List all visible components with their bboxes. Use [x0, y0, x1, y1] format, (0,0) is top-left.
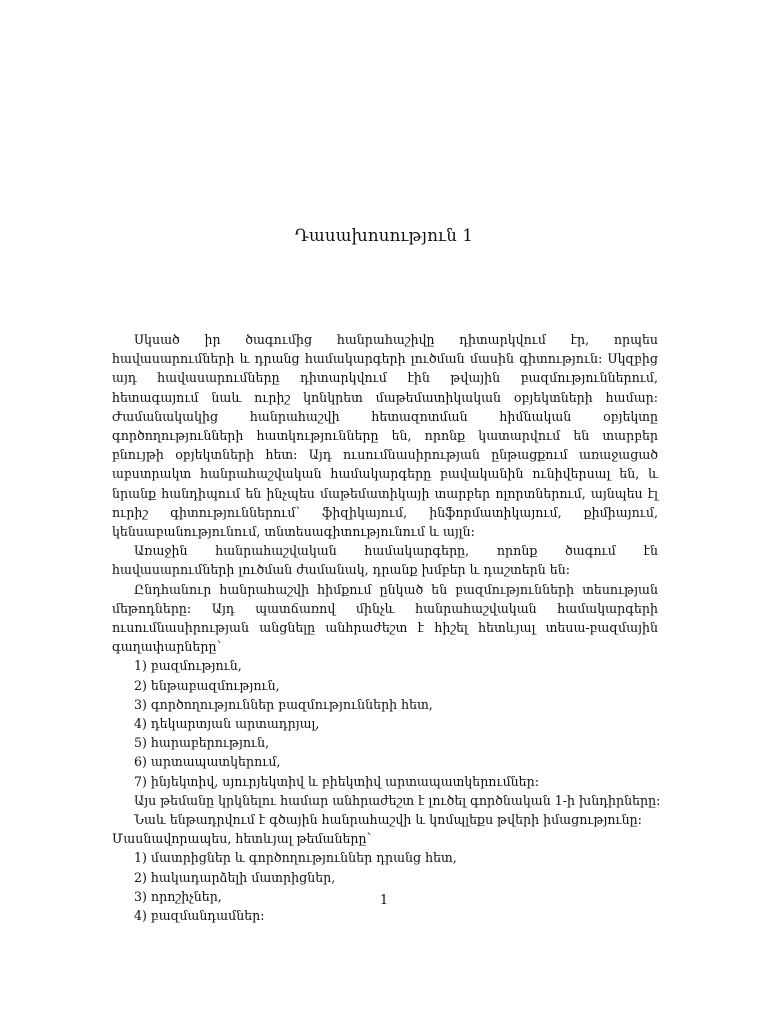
linear-algebra-note: Նաև ենթադրվում է գծային հանրահաշվի և կոմպլեքս թվերի իմացությունը:	[134, 812, 642, 828]
list-item: 1) բազմություն,	[134, 658, 242, 674]
list-item: 1) մատրիցներ և գործողություններ դրանց հետ,	[134, 850, 457, 866]
lecture-title: Դասախոսություն 1	[294, 226, 474, 245]
linear-algebra-note-continued: Մասնավորապես, հետևյալ թեմաները՝	[112, 831, 372, 847]
list-item: 7) ինյեկտիվ, սյուրյեկտիվ և բիեկտիվ արտապատկերումներ:	[134, 773, 539, 789]
list-item: 4) դեկարտյան արտադրյալ,	[134, 716, 320, 732]
set-theory-list	[112, 656, 658, 790]
first-systems-paragraph: Առաջին հանրահաշվական համակարգերը, որոնք ծագում էն հավասարումների լուծման ժամանակ, դրանք խմբեր և դաշտերն են:	[112, 543, 658, 578]
list-item: 2) ենթաբազմություն,	[134, 677, 280, 693]
list-item: 5) հարաբերություն,	[134, 735, 270, 751]
list-item: 3) որոշիչներ,	[134, 888, 222, 904]
intro-paragraph: Սկսած իր ծագումից հանրահաշիվը դիտարկվում էր, որպես հավասարումների և դրանց համակարգերի լուծման մասին գիտություն: Սկզբից այդ հավասարումները դիտարկվում էին թվային բազմություններում, հետագայում նաև ուրիշ կոնկրետ մաթեմատիկական օբյեկտների համար: Ժամանակակից հանրահաշվի հետազոտման հիմնական օբյեկտը գործողությունների հատկությունները են, որոնք կատարվում են տարբեր բնույթի օբյեկտների հետ: Այդ ուսումնասիրության ընթացքում առաջացած աբստրակտ հանրահաշվական համակարգերը բավականին ունիվերսալ են, և նրանք հանդիպում են ինչպես մաթեմատիկայի տարբեր ոլորտներում, այնպես էլ ուրիշ գիտություններում՝ ֆիզիկայում, ինֆորմատիկայում, քիմիայում, կենսաբանությունում, տնտեսագիտությունում և այլն:	[112, 332, 658, 540]
list-item: 4) բազմանդամներ:	[134, 908, 265, 924]
lecture-body	[112, 330, 661, 925]
exercise-note: Այս թեմանը կրկնելու համար անհրաժեշտ է լուծել գործնական 1-ի խնդիրները:	[134, 792, 661, 808]
page-number: 1	[379, 893, 389, 908]
list-item: 2) հակադարձելի մատրիցներ,	[134, 869, 336, 885]
linear-algebra-list	[112, 848, 658, 925]
set-theory-paragraph: Ընդհանուր հանրահաշվի հիմքում ընկած են բազմությունների տեսության մեթոդները: Այդ պատճառով մինչև հանրահաշվական համակարգերի ուսումնասիրության անցնելը անհրաժեշտ է հիշել հետևյալ տեսա-բազմային գաղափարները՝	[112, 581, 658, 655]
list-item: 3) գործողություններ բազմությունների հետ,	[134, 696, 433, 712]
list-item: 6) արտապատկերում,	[134, 754, 281, 770]
